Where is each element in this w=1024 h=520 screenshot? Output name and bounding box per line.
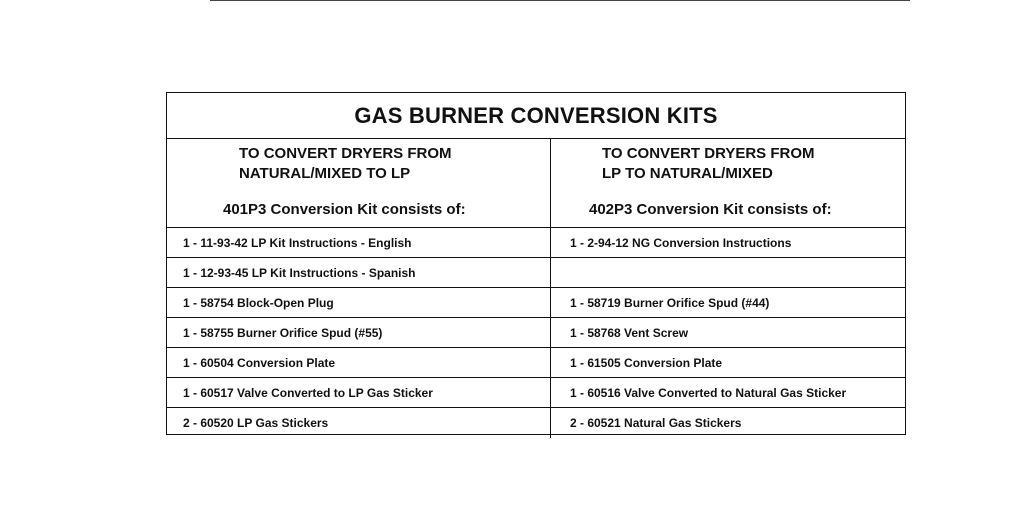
kit-item-right — [551, 258, 904, 287]
header-row — [167, 139, 905, 228]
kit-item-left: 2 - 60520 LP Gas Stickers — [167, 408, 551, 438]
kit-item-right: 1 - 58719 Burner Orifice Spud (#44) — [570, 295, 770, 310]
table-row — [167, 408, 905, 438]
conversion-kits-table — [166, 92, 906, 435]
kit-item-right: 2 - 60521 Natural Gas Stickers — [570, 416, 742, 430]
kit-item-left: 1 - 58755 Burner Orifice Spud (#55) — [167, 318, 551, 347]
kit-item-left: 1 - 11-93-42 LP Kit Instructions - English — [167, 228, 551, 257]
table-row — [167, 288, 905, 318]
table-row — [167, 318, 905, 348]
table-title: GAS BURNER CONVERSION KITS — [167, 93, 905, 139]
kit-item-right: 1 - 60516 Valve Converted to Natural Gas Sticker — [570, 385, 847, 400]
kit-item-left: 1 - 60517 Valve Converted to LP Gas Sticker — [167, 378, 551, 407]
kit-item-left: 1 - 12-93-45 LP Kit Instructions - Spanish — [167, 258, 551, 287]
table-row — [167, 258, 905, 288]
kit-item-left: 1 - 60504 Conversion Plate — [167, 348, 551, 377]
header-cell-401p3 — [167, 139, 551, 227]
table-row — [167, 348, 905, 378]
convert-heading-right-line2: LP TO NATURAL/MIXED — [602, 165, 773, 182]
convert-heading-left-line1: TO CONVERT DRYERS FROM — [239, 145, 452, 162]
kit-item-right: 1 - 61505 Conversion Plate — [570, 355, 723, 370]
table-row — [167, 378, 905, 408]
header-cell-402p3 — [551, 139, 904, 227]
kit-item-left: 1 - 58754 Block-Open Plug — [167, 288, 551, 317]
convert-heading-left-line2: NATURAL/MIXED TO LP — [239, 165, 411, 182]
table-row — [167, 228, 905, 258]
scan-top-edge-line — [210, 0, 910, 1]
convert-heading-right — [602, 144, 815, 184]
convert-heading-left — [239, 144, 452, 184]
kit-item-right: 1 - 2-94-12 NG Conversion Instructions — [570, 235, 792, 250]
kit-item-right: 1 - 58768 Vent Screw — [570, 325, 689, 340]
convert-heading-right-line1: TO CONVERT DRYERS FROM — [602, 145, 815, 162]
kit-heading-right: 402P3 Conversion Kit consists of: — [589, 201, 832, 218]
kit-heading-left: 401P3 Conversion Kit consists of: — [223, 201, 466, 218]
